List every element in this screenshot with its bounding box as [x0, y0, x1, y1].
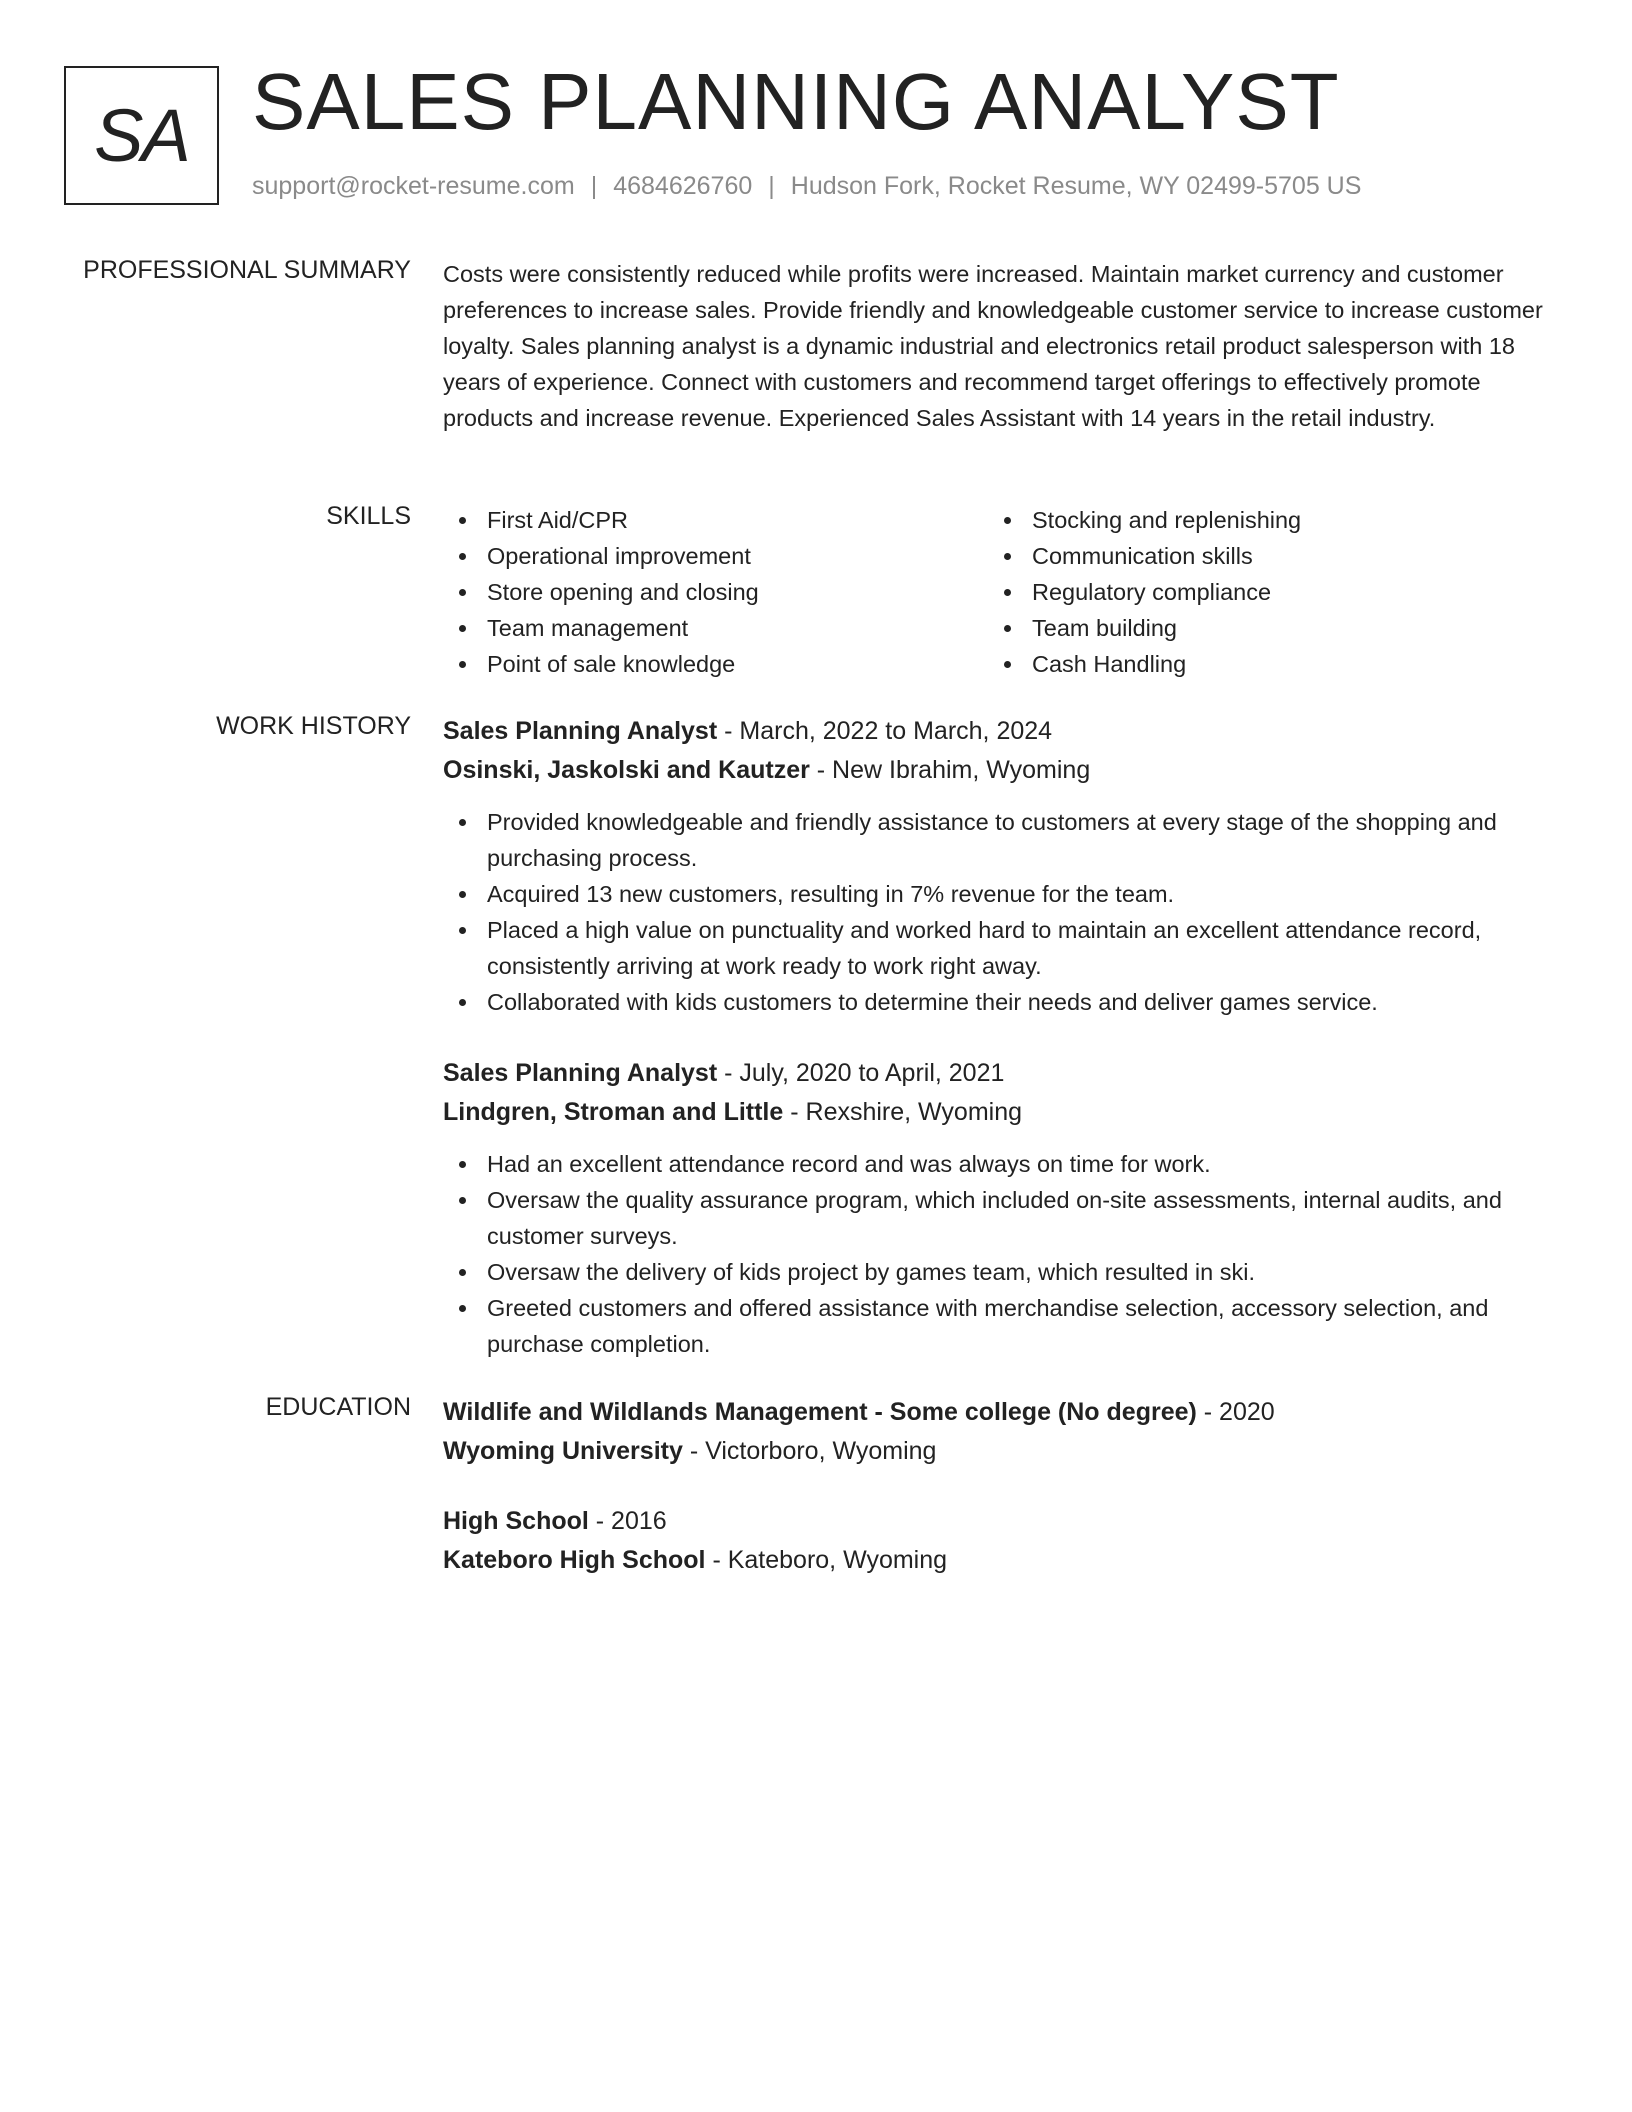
contact-line — [252, 172, 1361, 201]
education-school-line — [443, 1432, 1555, 1471]
resume-title: SALES PLANNING ANALYST — [252, 57, 1340, 146]
skills-columns — [443, 502, 1555, 682]
education-location: - Victorboro, Wyoming — [682, 1437, 937, 1465]
contact-separator: | — [590, 172, 598, 200]
education-degree-line — [443, 1502, 1555, 1541]
section-label-work-history: WORK HISTORY — [216, 712, 411, 740]
monogram-box — [64, 66, 219, 205]
job-dates: - March, 2022 to March, 2024 — [717, 717, 1053, 745]
job-location: - Rexshire, Wyoming — [783, 1098, 1023, 1126]
education-school-line — [443, 1541, 1555, 1580]
skill-item: Operational improvement — [443, 538, 988, 574]
skill-item: First Aid/CPR — [443, 502, 988, 538]
skill-item: Communication skills — [988, 538, 1533, 574]
education-year: - 2016 — [588, 1507, 667, 1535]
monogram-initials: SA — [94, 94, 189, 177]
job-bullet: Had an excellent attendance record and was always on time for work. — [443, 1146, 1555, 1182]
education-degree: High School — [443, 1507, 589, 1535]
job-bullet: Acquired 13 new customers, resulting in 7% revenue for the team. — [443, 876, 1555, 912]
job-bullets — [443, 1146, 1555, 1362]
job-bullets — [443, 804, 1555, 1020]
contact-separator: | — [768, 172, 775, 200]
education-school: Kateboro High School — [443, 1546, 706, 1574]
job-bullet: Greeted customers and offered assistance with merchandise selection, accessory selection, and purchase completion. — [443, 1290, 1555, 1362]
job-company-line — [443, 751, 1555, 790]
skill-item: Stocking and replenishing — [988, 502, 1533, 538]
education-entry — [443, 1393, 1555, 1471]
education-entry — [443, 1502, 1555, 1580]
job-title: Sales Planning Analyst — [443, 717, 718, 745]
skills-list-right — [988, 502, 1533, 682]
job-title-line — [443, 1054, 1555, 1093]
summary-text: Costs were consistently reduced while profits were increased. Maintain market currency and customer preferences to increase sales. Provide friendly and knowledgeable customer service to increase customer loyalty. Sales planning analyst is a dynamic industrial and electronics retail product salesperson with 18 years of experience. Connect with customers and recommend target offerings to effectively promote products and increase revenue. Experienced Sales Assistant with 14 years in the retail industry. — [443, 261, 1543, 431]
skill-item: Regulatory compliance — [988, 574, 1533, 610]
skills-list-left — [443, 502, 988, 682]
skill-item: Team management — [443, 610, 988, 646]
skill-item: Team building — [988, 610, 1533, 646]
job-title: Sales Planning Analyst — [443, 1059, 718, 1087]
job-bullet: Collaborated with kids customers to determine their needs and deliver games service. — [443, 984, 1555, 1020]
section-label-skills: SKILLS — [326, 502, 411, 530]
skills-body — [443, 502, 1555, 682]
skill-item: Cash Handling — [988, 646, 1533, 682]
job-company-line — [443, 1093, 1555, 1132]
contact-address: Hudson Fork, Rocket Resume, WY 02499-5705 US — [790, 172, 1362, 200]
job-location: - New Ibrahim, Wyoming — [809, 756, 1091, 784]
skill-item: Point of sale knowledge — [443, 646, 988, 682]
contact-phone: 4684626760 — [613, 172, 753, 200]
section-label-summary: PROFESSIONAL SUMMARY — [83, 256, 411, 284]
job-company: Osinski, Jaskolski and Kautzer — [443, 756, 810, 784]
job-dates: - July, 2020 to April, 2021 — [717, 1059, 1005, 1087]
work-history-body — [443, 712, 1555, 1396]
section-label-education: EDUCATION — [265, 1393, 411, 1421]
job-bullet: Oversaw the delivery of kids project by games team, which resulted in ski. — [443, 1254, 1555, 1290]
education-school: Wyoming University — [443, 1437, 683, 1465]
job-bullet: Placed a high value on punctuality and worked hard to maintain an excellent attendance record, consistently arriving at work ready to work right away. — [443, 912, 1555, 984]
job-company: Lindgren, Stroman and Little — [443, 1098, 784, 1126]
job-entry — [443, 1054, 1555, 1362]
summary-body — [443, 256, 1555, 436]
education-body — [443, 1393, 1555, 1611]
education-location: - Kateboro, Wyoming — [705, 1546, 948, 1574]
job-bullet: Oversaw the quality assurance program, which included on-site assessments, internal audits, and customer surveys. — [443, 1182, 1555, 1254]
job-entry — [443, 712, 1555, 1020]
education-degree-line — [443, 1393, 1555, 1432]
job-bullet: Provided knowledgeable and friendly assistance to customers at every stage of the shopping and purchasing process. — [443, 804, 1555, 876]
contact-email: support@rocket-resume.com — [252, 172, 575, 200]
skill-item: Store opening and closing — [443, 574, 988, 610]
education-year: - 2020 — [1196, 1398, 1275, 1426]
education-degree: Wildlife and Wildlands Management - Some college (No degree) — [443, 1398, 1197, 1426]
job-title-line — [443, 712, 1555, 751]
